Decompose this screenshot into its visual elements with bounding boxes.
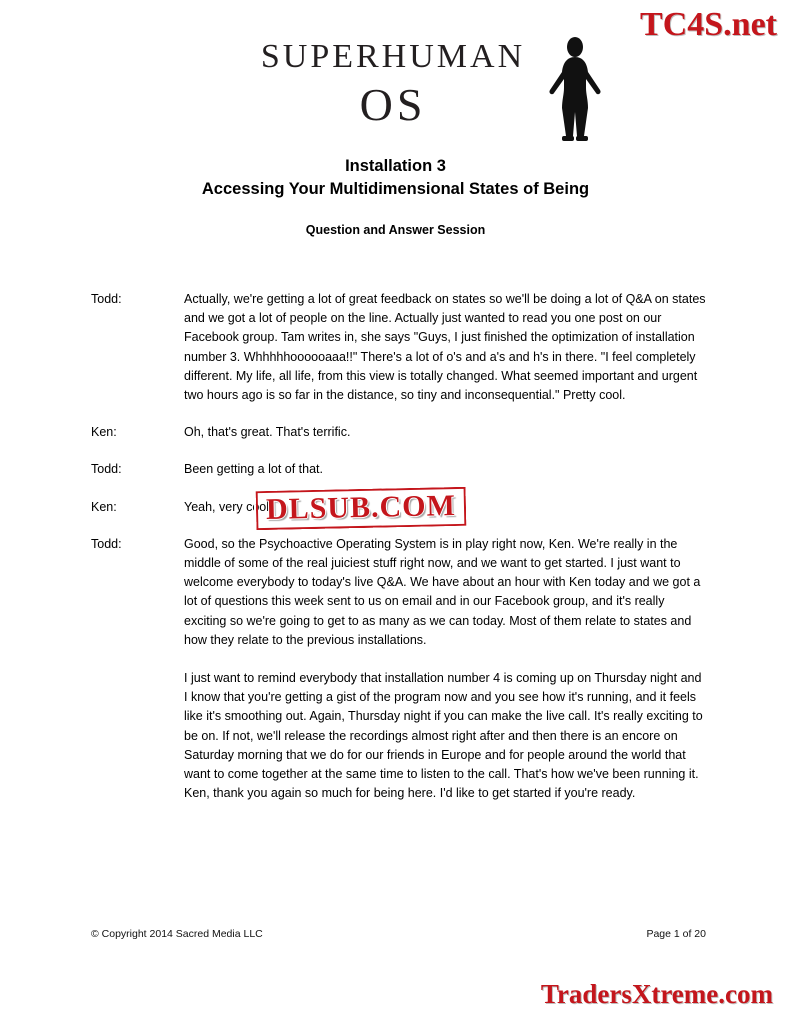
page-title bbox=[0, 155, 791, 201]
speech-paragraph: Actually, we're getting a lot of great feedback on states so we'll be doing a lot of Q&A on states and we got a lot of people on the line. Actually just wanted to read you one post on our Facebook group. Tam writes in, she says "Guys, I just finished the optimization of installation number 3. Whhhhhoooooaaa!!" There's a lot of o's and a's and h's in there. "I feel completely different. My life, all life, from this view is totally changed. What seemed important and urgent two hours ago is so far in the distance, so tiny and inconsequential." Pretty cool. bbox=[184, 292, 706, 403]
speech-paragraph: Yeah, very cool. bbox=[184, 499, 273, 514]
title-line-1: Installation 3 bbox=[345, 157, 446, 175]
transcript-row bbox=[91, 535, 706, 804]
speech-paragraph: I just want to remind everybody that installation number 4 is coming up on Thursday night and I know that you're getting a gist of the program now and you see how it's running, and it feels like it's smoothing out. Again, Thursday night if you can make the live call. It's really exciting to be on. If not, we'll release the recordings almost right after and then there is an encore on Saturday morning that we do for our friends in Europe and for people around the world that want to come together at the same time to listen to the call. That's how we've been running it. Ken, thank you again so much for being here. I'd like to get started if you're ready. bbox=[184, 671, 703, 801]
watermark-top-right: TC4S.net bbox=[640, 6, 777, 43]
speech-text bbox=[184, 535, 706, 804]
watermark-bottom-right: TradersXtreme.com bbox=[540, 979, 773, 1009]
speech-text bbox=[184, 460, 706, 479]
speaker-label: Todd: bbox=[91, 462, 122, 477]
speaker-label: Todd: bbox=[91, 292, 122, 306]
speech-paragraph: Been getting a lot of that. bbox=[184, 462, 323, 477]
speaker-label: Ken: bbox=[91, 425, 117, 440]
watermark-middle: DLSUB.COM bbox=[254, 485, 469, 532]
speaker-label: Todd: bbox=[91, 536, 122, 551]
transcript-row bbox=[91, 460, 706, 479]
page-subtitle: Question and Answer Session bbox=[305, 223, 486, 237]
page-footer bbox=[91, 928, 706, 940]
transcript-row bbox=[91, 423, 706, 442]
speech-paragraph: Good, so the Psychoactive Operating System is in play right now, Ken. We're really in the middle of some of the real juiciest stuff right now, and we want to get started. I just want to welcome everybody to today's live Q&A. We have about an hour with Ken today and we got a lot of questions this week sent to us on email and in our Facebook group, and it's really exciting so we're going to get to as many as we can today. Most of them relate to states and how they relate to the previous installations. bbox=[184, 536, 701, 647]
title-line-2: Accessing Your Multidimensional States of Being bbox=[201, 180, 590, 198]
page-number: Page 1 of 20 bbox=[646, 928, 706, 940]
speaker-label: Ken: bbox=[91, 499, 117, 514]
logo bbox=[0, 30, 791, 140]
transcript-row bbox=[91, 290, 706, 405]
speech-paragraph: Oh, that's great. That's terrific. bbox=[184, 425, 351, 440]
copyright-text: © Copyright 2014 Sacred Media LLC bbox=[91, 928, 263, 940]
speech-text bbox=[184, 423, 706, 442]
human-figure-icon bbox=[540, 36, 610, 149]
logo-text bbox=[258, 38, 528, 130]
logo-line-superhuman: SUPERHUMAN bbox=[260, 38, 526, 75]
transcript bbox=[91, 290, 706, 821]
speech-text bbox=[184, 290, 706, 405]
logo-line-os: OS bbox=[359, 79, 427, 130]
